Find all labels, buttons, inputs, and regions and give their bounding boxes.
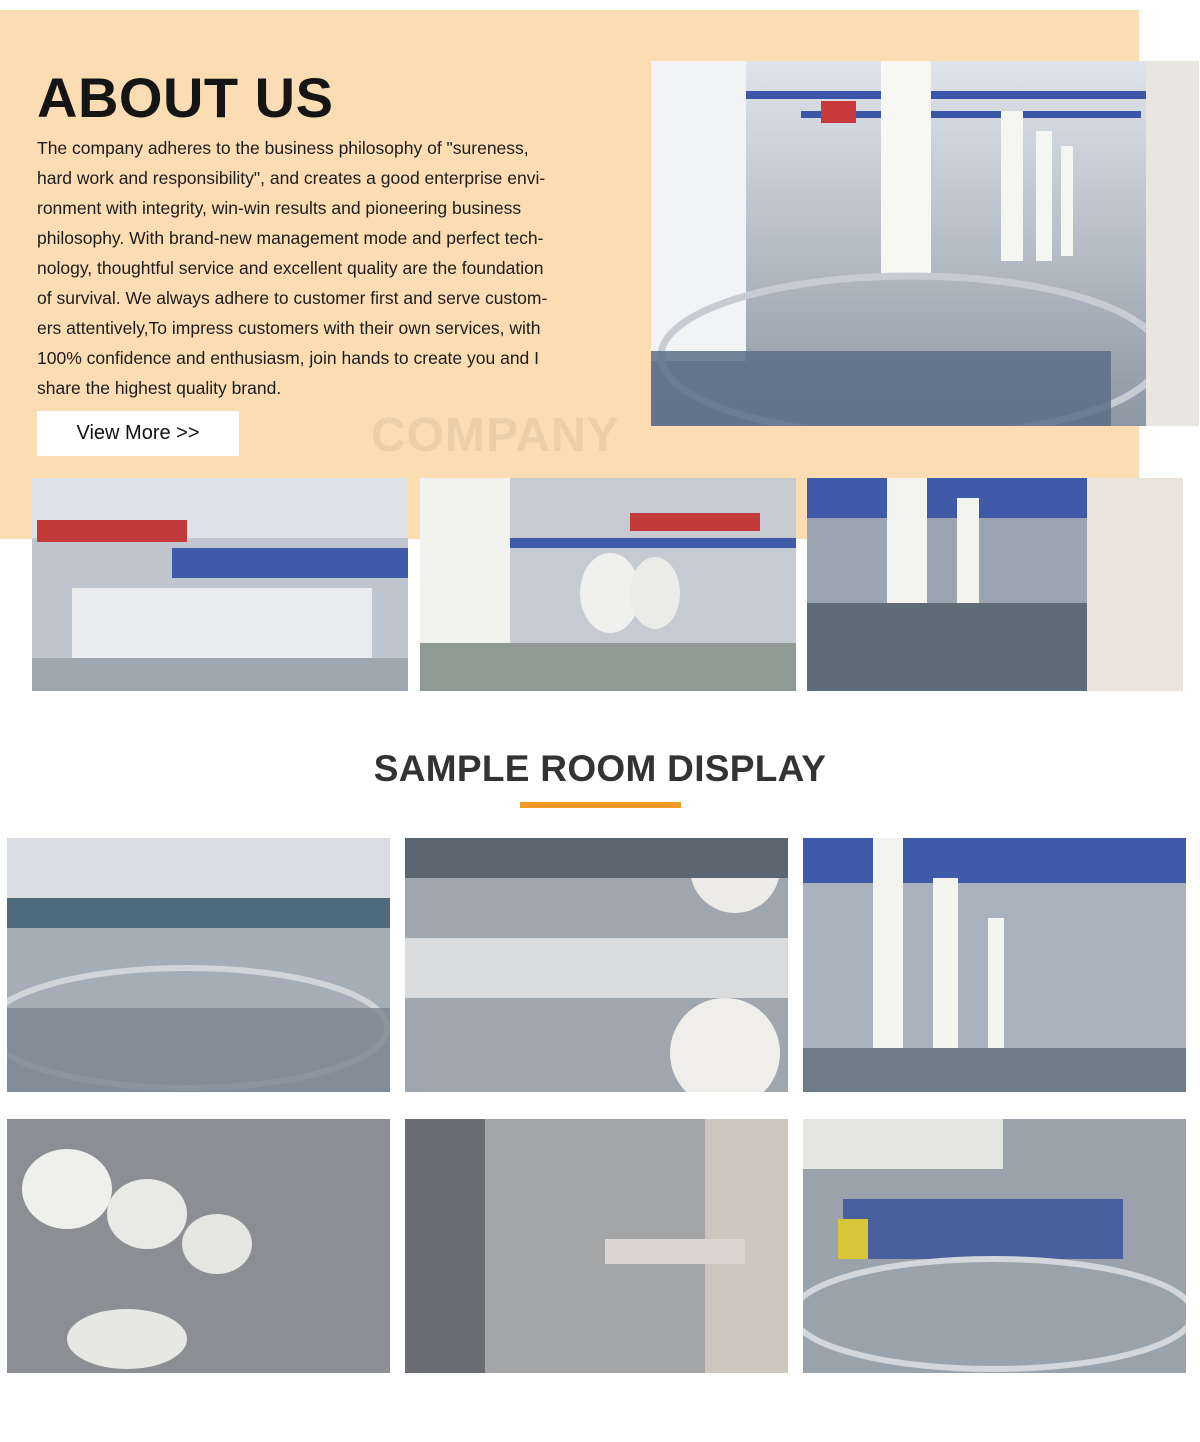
about-description: [37, 133, 597, 403]
sample-room-photo-3: [803, 838, 1186, 1092]
about-text-line: ronment with integrity, win-win results and pioneering business: [37, 198, 522, 218]
about-text-line: philosophy. With brand-new management mode and perfect tech-: [37, 228, 544, 248]
view-more-button[interactable]: View More >>: [37, 411, 239, 456]
about-title: ABOUT US: [37, 66, 334, 129]
company-watermark: COMPANY: [371, 409, 620, 462]
factory-photo-3: [807, 478, 1183, 691]
sample-room-photo-6: [803, 1119, 1186, 1373]
about-text-line: of survival. We always adhere to customer first and serve custom-: [37, 288, 548, 308]
about-text-line: The company adheres to the business philosophy of "sureness,: [37, 138, 529, 158]
title-underline: [520, 802, 681, 808]
factory-photo-1: [32, 478, 408, 691]
about-text-line: hard work and responsibility", and creates a good enterprise envi-: [37, 168, 546, 188]
about-text-line: ers attentively,To impress customers with their own services, with: [37, 318, 541, 338]
factory-photo-2: [420, 478, 796, 691]
about-text-line: share the highest quality brand.: [37, 378, 282, 398]
sample-room-title: SAMPLE ROOM DISPLAY: [373, 748, 827, 789]
sample-room-photo-4: [7, 1119, 390, 1373]
sample-room-photo-2: [405, 838, 788, 1092]
about-text-line: 100% confidence and enthusiasm, join hands to create you and I: [37, 348, 540, 368]
factory-main-photo: [651, 61, 1199, 426]
sample-room-photo-1: [7, 838, 390, 1092]
about-text-line: nology, thoughtful service and excellent quality are the foundation: [37, 258, 544, 278]
sample-room-photo-5: [405, 1119, 788, 1373]
